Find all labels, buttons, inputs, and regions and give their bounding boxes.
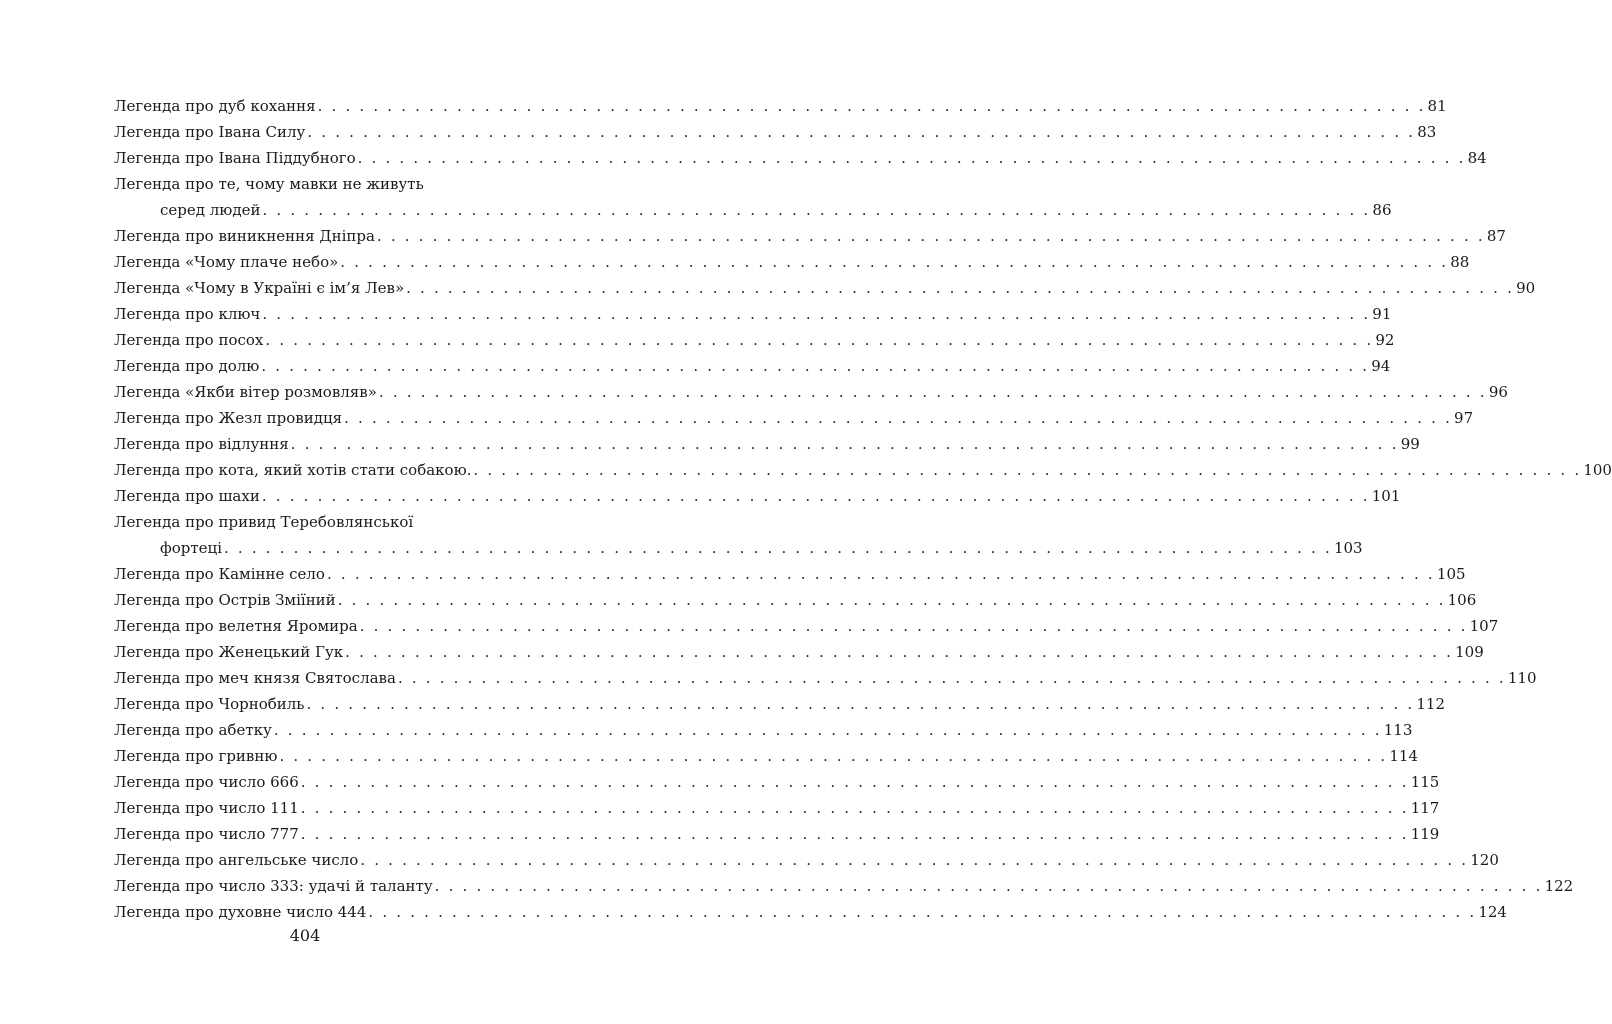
dot-leader: . . . . . . . . . . . . . . . . . . . . . . . . . . . . . . . . . . . . . . . . . . . . . . . . . . . . . . . . . . . . . . . . . . . . . . . . . . . . . . . . [261,487,1370,505]
toc-entry-title: Легенда про ключ [114,305,261,323]
toc-entry [114,457,1612,483]
toc-entry [114,899,1507,925]
toc-entry-title: Легенда про кота, який хотів стати собакою. [114,461,472,479]
dot-leader: . . . . . . . . . . . . . . . . . . . . . . . . . . . . . . . . . . . . . . . . . . . . . . . . . . . . . . . . . . . . . . . . . . . . . . . . . . . . . . . . [265,331,1374,349]
dot-leader: . . . . . . . . . . . . . . . . . . . . . . . . . . . . . . . . . . . . . . . . . . . . . . . . . . . . . . . . . . . . . . . . . . . . . . . . . . . . . . . . [344,409,1453,427]
toc-entry-title: Легенда про привид Теребовлянської [114,513,414,531]
toc-entry-page: 101 [1371,487,1401,505]
toc-entry-page: 92 [1375,331,1395,349]
toc-entry-title: Легенда про виникнення Дніпра [114,227,375,245]
toc-entry-page: 99 [1400,435,1420,453]
toc-entry-page: 112 [1416,695,1446,713]
dot-leader: . . . . . . . . . . . . . . . . . . . . . . . . . . . . . . . . . . . . . . . . . . . . . . . . . . . . . . . . . . . . . . . . . . . . . . . . . . . . . . . . [357,149,1466,167]
toc-entry [114,119,1437,145]
dot-leader: . . . . . . . . . . . . . . . . . . . . . . . . . . . . . . . . . . . . . . . . . . . . . . . . . . . . . . . . . . . . . . . . . . . . . . . . . . . . . . . . [376,227,1485,245]
toc-entry-title: Легенда про число 111 [114,799,299,817]
dot-leader: . . . . . . . . . . . . . . . . . . . . . . . . . . . . . . . . . . . . . . . . . . . . . . . . . . . . . . . . . . . . . . . . . . . . . . . . . . . . . . . . [224,539,1332,557]
toc-entry-page: 90 [1516,279,1536,297]
toc-entry-title: Легенда про Женецький Гук [114,643,344,661]
dot-leader: . . . . . . . . . . . . . . . . . . . . . . . . . . . . . . . . . . . . . . . . . . . . . . . . . . . . . . . . . . . . . . . . . . . . . . . . . . . . . . . . [397,669,1506,687]
toc-entry-page: 109 [1455,643,1484,661]
toc-entry-page: 115 [1410,773,1440,791]
dot-leader: . . . . . . . . . . . . . . . . . . . . . . . . . . . . . . . . . . . . . . . . . . . . . . . . . . . . . . . . . . . . . . . . . . . . . . . . . . . . . . . . [279,747,1388,765]
toc-entry-title: Легенда про число 333: удачі й таланту [114,877,433,895]
toc-entry [114,613,1499,639]
dot-leader: . . . . . . . . . . . . . . . . . . . . . . . . . . . . . . . . . . . . . . . . . . . . . . . . . . . . . . . . . . . . . . . . . . . . . . . . . . . . . . . . [261,357,1370,375]
dot-leader: . . . . . . . . . . . . . . . . . . . . . . . . . . . . . . . . . . . . . . . . . . . . . . . . . . . . . . . . . . . . . . . . . . . . . . . . . . . . . . . . [434,877,1543,895]
toc-entry [114,821,1440,847]
toc-entry-page: 110 [1507,669,1537,687]
dot-leader: . . . . . . . . . . . . . . . . . . . . . . . . . . . . . . . . . . . . . . . . . . . . . . . . . . . . . . . . . . . . . . . . . . . . . . . . . . . . . . . . [473,461,1582,479]
toc-entry-title: Легенда про гривню [114,747,278,765]
toc-entry [114,587,1477,613]
toc-entry-page: 105 [1436,565,1466,583]
toc-entry-title: Легенда про ангельське число [114,851,359,869]
toc-entry-title: Легенда про Івана Піддубного [114,149,356,167]
toc-entry-title: Легенда «Чому в Україні є ім’я Лев» [114,279,405,297]
dot-leader: . . . . . . . . . . . . . . . . . . . . . . . . . . . . . . . . . . . . . . . . . . . . . . . . . . . . . . . . . . . . . . . . . . . . . . . . . . . . . . . . [300,773,1409,791]
toc-entry [114,223,1506,249]
dot-leader: . . . . . . . . . . . . . . . . . . . . . . . . . . . . . . . . . . . . . . . . . . . . . . . . . . . . . . . . . . . . . . . . . . . . . . . . . . . . . . . . [307,123,1416,141]
toc-entry-title: Легенда про долю [114,357,260,375]
toc-entry-page: 103 [1333,539,1363,557]
toc-entry-title: Легенда про Камінне село [114,565,325,583]
toc-entry-page: 81 [1427,97,1447,115]
toc-entry-page: 119 [1410,825,1440,843]
toc-entry-title: Легенда про меч князя Святослава [114,669,396,687]
toc-entry-title: Легенда про дуб кохання [114,97,316,115]
toc-entry [114,405,1474,431]
toc-entry-page: 94 [1371,357,1391,375]
dot-leader: . . . . . . . . . . . . . . . . . . . . . . . . . . . . . . . . . . . . . . . . . . . . . . . . . . . . . . . . . . . . . . . . . . . . . . . . . . . . . . . . [406,279,1515,297]
dot-leader: . . . . . . . . . . . . . . . . . . . . . . . . . . . . . . . . . . . . . . . . . . . . . . . . . . . . . . . . . . . . . . . . . . . . . . . . . . . . . . . . [317,97,1426,115]
toc-entry-page: 87 [1486,227,1506,245]
toc-entry-title-continuation: серед людей [160,201,261,219]
table-of-contents [114,93,1612,925]
toc-entry [114,275,1536,301]
dot-leader: . . . . . . . . . . . . . . . . . . . . . . . . . . . . . . . . . . . . . . . . . . . . . . . . . . . . . . . . . . . . . . . . . . . . . . . . . . . . . . . . [262,305,1371,323]
toc-entry [114,847,1499,873]
toc-entry-page: 100 [1583,461,1612,479]
toc-entry-title: Легенда про велетня Яромира [114,617,358,635]
toc-entry-page: 97 [1454,409,1474,427]
toc-entry [114,509,1363,561]
toc-entry [114,873,1574,899]
toc-entry-title: Легенда про духовне число 444 [114,903,367,921]
dot-leader: . . . . . . . . . . . . . . . . . . . . . . . . . . . . . . . . . . . . . . . . . . . . . . . . . . . . . . . . . . . . . . . . . . . . . . . . . . . . . . . . [378,383,1487,401]
toc-entry-page: 86 [1372,201,1392,219]
toc-entry [114,145,1487,171]
toc-entry-title: Легенда про Чорнобиль [114,695,305,713]
toc-entry [114,795,1440,821]
page-number: 404 [289,926,321,945]
toc-entry-page: 88 [1450,253,1470,271]
toc-entry [114,171,1392,223]
toc-entry-page: 120 [1470,851,1499,869]
toc-entry [114,665,1537,691]
toc-entry-title: Легенда про те, чому мавки не живуть [114,175,424,193]
toc-entry [114,379,1508,405]
toc-entry [114,353,1391,379]
toc-entry [114,743,1419,769]
toc-entry-title: Легенда про Острів Зміїний [114,591,336,609]
toc-entry-page: 96 [1488,383,1508,401]
toc-entry [114,431,1420,457]
toc-entry-title: Легенда про посох [114,331,264,349]
toc-entry-title-continuation: фортеці [160,539,222,557]
dot-leader: . . . . . . . . . . . . . . . . . . . . . . . . . . . . . . . . . . . . . . . . . . . . . . . . . . . . . . . . . . . . . . . . . . . . . . . . . . . . . . . . [368,903,1477,921]
dot-leader: . . . . . . . . . . . . . . . . . . . . . . . . . . . . . . . . . . . . . . . . . . . . . . . . . . . . . . . . . . . . . . . . . . . . . . . . . . . . . . . . [300,825,1409,843]
toc-entry-title: Легенда про шахи [114,487,260,505]
toc-entry [114,327,1395,353]
toc-entry-page: 107 [1469,617,1499,635]
toc-entry-page: 122 [1544,877,1574,895]
toc-entry-title: Легенда про абетку [114,721,272,739]
toc-entry-title: Легенда про Івана Силу [114,123,306,141]
toc-entry [114,639,1484,665]
dot-leader: . . . . . . . . . . . . . . . . . . . . . . . . . . . . . . . . . . . . . . . . . . . . . . . . . . . . . . . . . . . . . . . . . . . . . . . . . . . . . . . . [290,435,1399,453]
toc-entry-title: Легенда про Жезл провидця [114,409,343,427]
dot-leader: . . . . . . . . . . . . . . . . . . . . . . . . . . . . . . . . . . . . . . . . . . . . . . . . . . . . . . . . . . . . . . . . . . . . . . . . . . . . . . . . [326,565,1435,583]
toc-entry [114,561,1466,587]
dot-leader: . . . . . . . . . . . . . . . . . . . . . . . . . . . . . . . . . . . . . . . . . . . . . . . . . . . . . . . . . . . . . . . . . . . . . . . . . . . . . . . . [360,851,1469,869]
toc-entry-page: 84 [1467,149,1487,167]
dot-leader: . . . . . . . . . . . . . . . . . . . . . . . . . . . . . . . . . . . . . . . . . . . . . . . . . . . . . . . . . . . . . . . . . . . . . . . . . . . . . . . . [262,201,1371,219]
toc-entry [114,93,1447,119]
toc-entry [114,483,1401,509]
toc-entry-page: 114 [1389,747,1419,765]
toc-entry-page: 113 [1383,721,1413,739]
dot-leader: . . . . . . . . . . . . . . . . . . . . . . . . . . . . . . . . . . . . . . . . . . . . . . . . . . . . . . . . . . . . . . . . . . . . . . . . . . . . . . . . [273,721,1382,739]
toc-entry-title: Легенда про число 777 [114,825,299,843]
dot-leader: . . . . . . . . . . . . . . . . . . . . . . . . . . . . . . . . . . . . . . . . . . . . . . . . . . . . . . . . . . . . . . . . . . . . . . . . . . . . . . . . [337,591,1446,609]
toc-entry [114,717,1413,743]
toc-entry-title: Легенда «Чому плаче небо» [114,253,339,271]
toc-entry-page: 83 [1417,123,1437,141]
toc-entry-title: Легенда «Якби вітер розмовляв» [114,383,377,401]
toc-entry [114,691,1446,717]
toc-entry-page: 117 [1410,799,1440,817]
toc-entry [114,769,1440,795]
toc-entry-page: 124 [1478,903,1507,921]
dot-leader: . . . . . . . . . . . . . . . . . . . . . . . . . . . . . . . . . . . . . . . . . . . . . . . . . . . . . . . . . . . . . . . . . . . . . . . . . . . . . . . . [306,695,1415,713]
toc-entry-page: 91 [1372,305,1392,323]
dot-leader: . . . . . . . . . . . . . . . . . . . . . . . . . . . . . . . . . . . . . . . . . . . . . . . . . . . . . . . . . . . . . . . . . . . . . . . . . . . . . . . . [300,799,1409,817]
toc-entry [114,301,1392,327]
toc-entry [114,249,1470,275]
dot-leader: . . . . . . . . . . . . . . . . . . . . . . . . . . . . . . . . . . . . . . . . . . . . . . . . . . . . . . . . . . . . . . . . . . . . . . . . . . . . . . . . [340,253,1449,271]
dot-leader: . . . . . . . . . . . . . . . . . . . . . . . . . . . . . . . . . . . . . . . . . . . . . . . . . . . . . . . . . . . . . . . . . . . . . . . . . . . . . . . . [359,617,1468,635]
toc-entry-page: 106 [1447,591,1477,609]
toc-entry-title: Легенда про відлуння [114,435,289,453]
dot-leader: . . . . . . . . . . . . . . . . . . . . . . . . . . . . . . . . . . . . . . . . . . . . . . . . . . . . . . . . . . . . . . . . . . . . . . . . . . . . . . . . [345,643,1454,661]
toc-entry-title: Легенда про число 666 [114,773,299,791]
